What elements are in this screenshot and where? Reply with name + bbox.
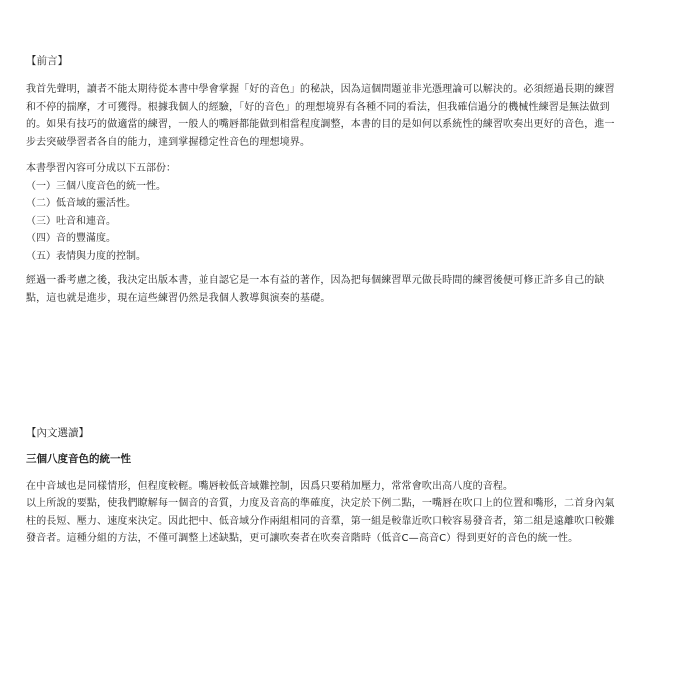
list-item: （五）表情與力度的控制。 <box>26 250 146 262</box>
excerpt-heading: 【內文選讀】 <box>26 427 89 439</box>
text-line: 我首先聲明，讀者不能太期待從本書中學會掌握「好的音色」的秘訣，因為這個問題並非光憑理論可以解決的。必須經過長期的練習 <box>26 84 615 95</box>
preface-heading: 【前言】 <box>26 55 68 67</box>
excerpt-title: 三個八度音色的統一性 <box>26 453 131 465</box>
text-line: 步去突破學習者各自的能力，達到掌握穩定性音色的理想境界。 <box>26 136 311 148</box>
preface-paragraph-2 <box>26 272 678 307</box>
excerpt-paragraph-1 <box>26 478 678 496</box>
list-item: （二）低音域的靈活性。 <box>26 198 136 209</box>
text-line: 經過一番考慮之後，我決定出版本書，並自認它是一本有益的著作，因為把每個練習單元做長時間的練習後便可修正許多自己的缺 <box>26 275 605 286</box>
list-intro: 本書學習內容可分成以下五部份： <box>26 163 176 174</box>
list-item: （四）音的豐滿度。 <box>26 233 116 244</box>
text-line: 在中音域也是同樣情形，但程度較輕。嘴唇較低音域難控制，因爲只要稍加壓力，常常會吹出高八度的音程。 <box>26 481 514 492</box>
preface-paragraph-1 <box>26 81 678 151</box>
text-line: 和不停的揣摩，才可獲得。根據我個人的經驗，「好的音色」的理想境界有各種不同的看法，但我確信過分的機械性練習是無法做到 <box>26 101 610 113</box>
text-line: 發音者。這種分組的方法，不僅可調整上述缺點，更可讓吹奏者在吹奏音階時（低音C—高音C）得到更好的音色的統一性。 <box>26 533 579 544</box>
contents-list <box>26 160 678 265</box>
list-item: （一）三個八度音色的統一性。 <box>26 180 166 192</box>
text-line: 柱的長短、壓力、速度來決定。因此把中、低音域分作兩組相同的音羣，第一組是較靠近吹口較容易發音者，第二組是遠離吹口較難 <box>26 515 615 527</box>
list-item: （三）吐音和連音。 <box>26 215 116 227</box>
text-line: 的。如果有技巧的做適當的練習，一般人的嘴唇都能做到相當程度調整，本書的目的是如何以系統性的練習吹奏出更好的音色，進一 <box>26 119 615 130</box>
text-line: 以上所說的要點，使我們瞭解每一個音的音質，力度及音高的準確度，決定於下例二點，一嘴唇在吹口上的位置和嘴形，二首身內氣 <box>26 498 615 509</box>
excerpt-paragraph-2 <box>26 495 678 548</box>
text-line: 點，這也就是進步，現在這些練習仍然是我個人教導與演奏的基礎。 <box>26 292 331 304</box>
